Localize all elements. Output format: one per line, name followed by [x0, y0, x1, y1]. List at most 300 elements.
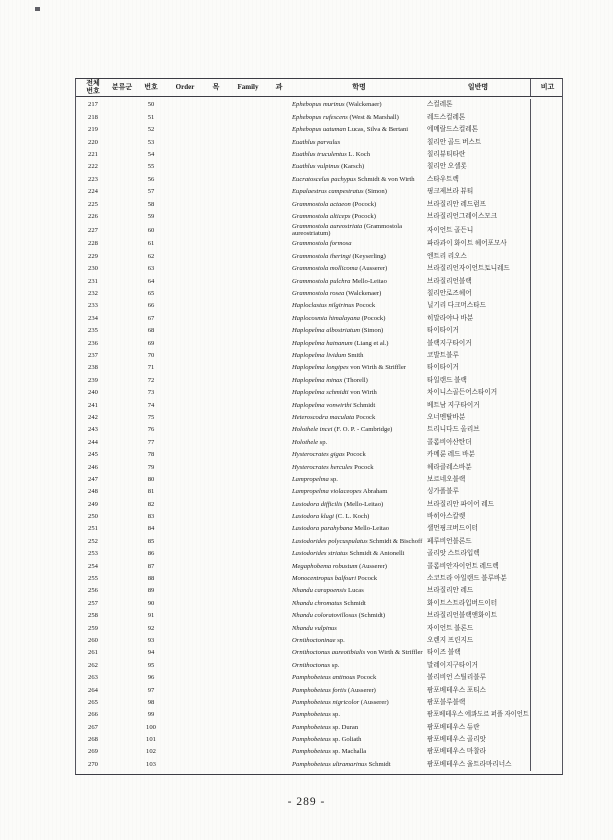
cell-total-number: 262: [88, 661, 98, 669]
scan-artifact-speck: [35, 7, 40, 11]
table-row: [76, 573, 562, 585]
cell-remark: [530, 436, 564, 448]
cell-scientific-name: Grammostola rosea (Walckenaer): [292, 290, 382, 298]
cell-common-name: 타이타이거: [427, 327, 459, 335]
cell-number: 56: [147, 175, 155, 183]
cell-common-name: 블랙지구타이거: [427, 339, 472, 347]
header-family-en: Family: [237, 82, 259, 91]
header-remark: 비고: [530, 79, 564, 96]
cell-scientific-name: Pamphobeteus antinous Pocock: [292, 674, 377, 682]
table-header-row: [76, 79, 562, 97]
cell-total-number: 224: [88, 188, 98, 196]
cell-scientific-name: Haplopelma lividum Smith: [292, 351, 364, 359]
cell-total-number: 222: [88, 163, 98, 171]
cell-total-number: 260: [88, 636, 98, 644]
cell-number: 63: [147, 265, 155, 273]
cell-number: 94: [147, 649, 155, 657]
cell-number: 82: [147, 500, 155, 508]
cell-remark: [530, 697, 564, 709]
cell-scientific-name: Lasiodora klugi (C. L. Koch): [292, 513, 370, 521]
table-row: [76, 275, 562, 287]
table-row: [76, 223, 562, 238]
cell-number: 59: [147, 212, 155, 220]
cell-number: 64: [147, 277, 155, 285]
cell-scientific-name: Haplopelma vonwirthi Schmidt: [292, 401, 376, 409]
cell-common-name: 말레이지구타이거: [427, 661, 478, 669]
cell-total-number: 238: [88, 364, 98, 372]
cell-scientific-name: Grammostola formosa: [292, 240, 352, 248]
cell-scientific-name: Haploclastus nilgirinus Pocock: [292, 302, 376, 310]
cell-scientific-name: Monocentropus balfouri Pocock: [292, 575, 378, 583]
cell-number: 89: [147, 587, 155, 595]
cell-remark: [530, 449, 564, 461]
cell-total-number: 228: [88, 240, 98, 248]
cell-total-number: 248: [88, 488, 98, 496]
cell-scientific-name: Haplopelma hainanum (Liang et al.): [292, 339, 389, 347]
cell-number: 73: [147, 389, 155, 397]
cell-scientific-name: Grammostola aureostriata (Grammostola aureostriatum): [292, 222, 403, 238]
cell-common-name: 오너멘탈바분: [427, 413, 466, 421]
cell-common-name: 히말라야나 바분: [427, 314, 474, 322]
cell-common-name: 엔트리 리오스: [427, 252, 467, 260]
cell-common-name: 베트남 지구타이거: [427, 401, 480, 409]
cell-number: 90: [147, 599, 155, 607]
cell-common-name: 브라질리언블랙앤화이트: [427, 612, 498, 620]
table-row: [76, 449, 562, 461]
cell-number: 78: [147, 451, 155, 459]
cell-scientific-name: Eupalaestrus campestratus (Simon): [292, 188, 387, 196]
cell-common-name: 페루비언블론드: [427, 537, 472, 545]
table-row: [76, 721, 562, 733]
cell-remark: [530, 659, 564, 671]
cell-remark: [530, 238, 564, 250]
cell-remark: [530, 635, 564, 647]
table-row: [76, 697, 562, 709]
cell-number: 71: [147, 364, 155, 372]
cell-scientific-name: Pamphobeteus sp. Machalla: [292, 748, 367, 756]
table-row: [76, 211, 562, 223]
cell-remark: [530, 610, 564, 622]
table-row: [76, 387, 562, 399]
cell-number: 103: [146, 760, 156, 768]
table-row: [76, 424, 562, 436]
table-row: [76, 325, 562, 337]
cell-number: 97: [147, 686, 155, 694]
cell-total-number: 232: [88, 290, 98, 298]
cell-common-name: 파라과이 화이트 헤어포모사: [427, 240, 507, 248]
cell-scientific-name: Holothele incei (F. O. P. - Cambridge): [292, 426, 393, 434]
cell-remark: [530, 461, 564, 473]
cell-remark: [530, 223, 564, 238]
cell-total-number: 242: [88, 413, 98, 421]
cell-number: 98: [147, 698, 155, 706]
table-row: [76, 399, 562, 411]
cell-remark: [530, 573, 564, 585]
cell-number: 69: [147, 339, 155, 347]
cell-remark: [530, 758, 564, 770]
cell-common-name: 브라질리언블랙: [427, 277, 472, 285]
table-row: [76, 746, 562, 758]
cell-number: 91: [147, 612, 155, 620]
table-row: [76, 635, 562, 647]
cell-number: 83: [147, 513, 155, 521]
cell-remark: [530, 300, 564, 312]
cell-common-name: 트리니다드 올리브: [427, 426, 480, 434]
cell-common-name: 보르네오블랙: [427, 475, 466, 483]
cell-scientific-name: Haplopelma longipes von Wirth & Striffler: [292, 364, 406, 372]
cell-common-name: 닐기리 다크머스타드: [427, 302, 486, 310]
cell-number: 66: [147, 302, 155, 310]
cell-common-name: 칠리안 골드 버스트: [427, 138, 482, 146]
table-row: [76, 337, 562, 349]
table-row: [76, 511, 562, 523]
header-order-ko: 목: [212, 82, 220, 91]
cell-remark: [530, 672, 564, 684]
cell-remark: [530, 734, 564, 746]
table-row: [76, 350, 562, 362]
cell-common-name: 소코트라 아일랜드 블루바분: [427, 575, 507, 583]
cell-common-name: 칠리안로즈헤어: [427, 290, 472, 298]
cell-total-number: 244: [88, 438, 98, 446]
table-row: [76, 412, 562, 424]
cell-number: 101: [146, 736, 156, 744]
cell-scientific-name: Pamphobeteus sp. Goliath: [292, 736, 362, 744]
cell-total-number: 241: [88, 401, 98, 409]
cell-common-name: 골리앗 스트라입렉: [427, 550, 480, 558]
cell-remark: [530, 746, 564, 758]
cell-remark: [530, 288, 564, 300]
cell-total-number: 227: [88, 226, 98, 234]
cell-scientific-name: Lampropelma violaceopes Abraham: [292, 488, 388, 496]
cell-common-name: 콜롬비안자이언트 레드렉: [427, 562, 499, 570]
table-row: [76, 436, 562, 448]
cell-number: 86: [147, 550, 155, 558]
table-row: [76, 186, 562, 198]
cell-number: 65: [147, 290, 155, 298]
cell-total-number: 256: [88, 587, 98, 595]
table-row: [76, 758, 562, 770]
cell-number: 84: [147, 525, 155, 533]
header-scientific-name: 학명: [352, 82, 366, 91]
table-row: [76, 238, 562, 250]
cell-common-name: 카메룬 레드 바분: [427, 451, 475, 459]
cell-scientific-name: Nhandu vulpinus: [292, 624, 337, 632]
cell-common-name: 자이언트 블론드: [427, 624, 474, 632]
cell-common-name: 싱가폴블루: [427, 488, 459, 496]
cell-number: 93: [147, 636, 155, 644]
header-order-en: Order: [175, 82, 195, 91]
cell-scientific-name: Grammostola actaeon (Pocock): [292, 200, 377, 208]
cell-remark: [530, 149, 564, 161]
cell-number: 57: [147, 188, 155, 196]
table-row: [76, 684, 562, 696]
cell-number: 75: [147, 413, 155, 421]
table-row: [76, 374, 562, 386]
cell-scientific-name: Haplopelma albostriatum (Simon): [292, 327, 384, 335]
table-body: [76, 97, 562, 774]
cell-scientific-name: Pamphobeteus nigricolor (Ausserer): [292, 698, 389, 706]
cell-common-name: 브라질리안 파이어 레드: [427, 500, 494, 508]
cell-common-name: 볼리비언 스틸리블루: [427, 674, 486, 682]
cell-scientific-name: Ornithoctonus sp.: [292, 661, 340, 669]
cell-remark: [530, 374, 564, 386]
table-row: [76, 659, 562, 671]
cell-scientific-name: Hysterocrates hercules Pocock: [292, 463, 374, 471]
cell-scientific-name: Ornithoctonus aureotibialis von Wirth & Striffler: [292, 649, 423, 657]
cell-scientific-name: Lampropelma sp.: [292, 475, 338, 483]
header-family-ko: 과: [275, 82, 283, 91]
table-row: [76, 610, 562, 622]
cell-total-number: 218: [88, 113, 98, 121]
cell-number: 50: [147, 101, 155, 109]
cell-common-name: 팜포베테우스 듀란: [427, 723, 480, 731]
table-row: [76, 99, 562, 111]
cell-scientific-name: Grammostola iheringi (Keyserling): [292, 252, 386, 260]
cell-remark: [530, 523, 564, 535]
cell-common-name: 칠리안 오셀롯: [427, 163, 467, 171]
cell-remark: [530, 350, 564, 362]
cell-common-name: 팜포블루블랙: [427, 698, 466, 706]
cell-remark: [530, 161, 564, 173]
table-row: [76, 136, 562, 148]
cell-common-name: 오렌지 프린지드: [427, 636, 474, 644]
cell-scientific-name: Pamphobeteus sp. Duran: [292, 723, 359, 731]
cell-scientific-name: Haplopelma minax (Thorell): [292, 376, 368, 384]
cell-scientific-name: Ephebopus murinus (Walckenaer): [292, 101, 382, 109]
cell-total-number: 243: [88, 426, 98, 434]
cell-common-name: 핑크제브라 뷰티: [427, 188, 474, 196]
cell-total-number: 259: [88, 624, 98, 632]
cell-number: 77: [147, 438, 155, 446]
cell-number: 95: [147, 661, 155, 669]
cell-number: 74: [147, 401, 155, 409]
cell-common-name: 팜포베테우스 포티스: [427, 686, 486, 694]
cell-number: 85: [147, 537, 155, 545]
cell-remark: [530, 473, 564, 485]
cell-total-number: 252: [88, 537, 98, 545]
cell-total-number: 265: [88, 698, 98, 706]
cell-remark: [530, 362, 564, 374]
cell-remark: [530, 124, 564, 136]
cell-common-name: 브라질리언자이언트토니레드: [427, 265, 510, 273]
cell-total-number: 219: [88, 126, 98, 134]
cell-common-name: 레드스컬레톤: [427, 113, 466, 121]
table-row: [76, 597, 562, 609]
cell-number: 72: [147, 376, 155, 384]
table-row: [76, 734, 562, 746]
cell-scientific-name: Nhandu coloratovillosus (Schmidt): [292, 612, 386, 620]
cell-total-number: 240: [88, 389, 98, 397]
cell-scientific-name: Haplocosmia himalayana (Pocock): [292, 314, 386, 322]
cell-total-number: 261: [88, 649, 98, 657]
cell-scientific-name: Lasiodorides polycuspulatus Schmidt & Bischoff: [292, 537, 423, 545]
cell-remark: [530, 424, 564, 436]
cell-scientific-name: Ephebopus uatuman Lucas, Silva & Bertani: [292, 126, 409, 134]
cell-scientific-name: Lasiodora difficilis (Mello-Leitao): [292, 500, 384, 508]
cell-remark: [530, 136, 564, 148]
header-taxon-group: 분류군: [111, 82, 133, 91]
cell-common-name: 스타우트렉: [427, 175, 459, 183]
cell-number: 87: [147, 562, 155, 570]
cell-total-number: 220: [88, 138, 98, 146]
cell-common-name: 자이언트 골든니: [427, 226, 474, 234]
table-row: [76, 672, 562, 684]
cell-remark: [530, 535, 564, 547]
cell-total-number: 266: [88, 711, 98, 719]
cell-remark: [530, 99, 564, 111]
table-row: [76, 161, 562, 173]
header-total-number: 전체번호: [86, 79, 100, 95]
cell-number: 62: [147, 252, 155, 260]
cell-number: 55: [147, 163, 155, 171]
table-row: [76, 124, 562, 136]
cell-number: 52: [147, 126, 155, 134]
cell-common-name: 타일랜드 블랙: [427, 376, 467, 384]
table-row: [76, 312, 562, 324]
table-row: [76, 709, 562, 721]
cell-scientific-name: Nhandu carapoensis Lucas: [292, 587, 364, 595]
header-number: 번호: [144, 82, 158, 91]
cell-common-name: 타이타이거: [427, 364, 459, 372]
cell-scientific-name: Ornithoctoninae sp.: [292, 636, 345, 644]
cell-scientific-name: Ephebopus rufescens (West & Marshall): [292, 113, 399, 121]
cell-number: 61: [147, 240, 155, 248]
cell-scientific-name: Euathlus parvulus: [292, 138, 341, 146]
cell-remark: [530, 198, 564, 210]
cell-common-name: 팜포베테우스 울트라마리너스: [427, 760, 512, 768]
cell-common-name: 화이트스트라입버드이터: [427, 599, 498, 607]
cell-total-number: 245: [88, 451, 98, 459]
cell-number: 58: [147, 200, 155, 208]
cell-scientific-name: Euathlus truculentus L. Koch: [292, 150, 371, 158]
cell-total-number: 264: [88, 686, 98, 694]
cell-common-name: 칠리뷰티타란: [427, 150, 466, 158]
cell-number: 80: [147, 475, 155, 483]
cell-total-number: 249: [88, 500, 98, 508]
table-row: [76, 300, 562, 312]
cell-common-name: 샐먼핑크버드이터: [427, 525, 478, 533]
cell-total-number: 253: [88, 550, 98, 558]
cell-total-number: 255: [88, 575, 98, 583]
cell-number: 92: [147, 624, 155, 632]
table-row: [76, 288, 562, 300]
cell-total-number: 231: [88, 277, 98, 285]
cell-remark: [530, 548, 564, 560]
table-row: [76, 111, 562, 123]
cell-remark: [530, 498, 564, 510]
table-row: [76, 473, 562, 485]
table-row: [76, 250, 562, 262]
cell-remark: [530, 173, 564, 185]
cell-total-number: 263: [88, 674, 98, 682]
cell-total-number: 225: [88, 200, 98, 208]
cell-remark: [530, 263, 564, 275]
cell-remark: [530, 111, 564, 123]
cell-scientific-name: Holothele sp.: [292, 438, 328, 446]
cell-remark: [530, 186, 564, 198]
cell-total-number: 270: [88, 760, 98, 768]
cell-remark: [530, 337, 564, 349]
table-row: [76, 535, 562, 547]
table-row: [76, 585, 562, 597]
table-row: [76, 647, 562, 659]
table-row: [76, 523, 562, 535]
cell-scientific-name: Euathlus vulpinus (Karsch): [292, 163, 365, 171]
table-row: [76, 362, 562, 374]
cell-remark: [530, 585, 564, 597]
cell-number: 76: [147, 426, 155, 434]
cell-total-number: 251: [88, 525, 98, 533]
cell-total-number: 250: [88, 513, 98, 521]
cell-remark: [530, 721, 564, 733]
page-number: - 289 -: [287, 796, 326, 808]
cell-remark: [530, 211, 564, 223]
cell-common-name: 차이니스골든어스타이거: [427, 389, 498, 397]
cell-scientific-name: Grammostola alticeps (Pocock): [292, 212, 376, 220]
cell-number: 102: [146, 748, 156, 756]
cell-total-number: 254: [88, 562, 98, 570]
cell-number: 53: [147, 138, 155, 146]
cell-common-name: 타이즈 블랙: [427, 649, 461, 657]
table-row: [76, 548, 562, 560]
cell-number: 67: [147, 314, 155, 322]
cell-remark: [530, 275, 564, 287]
cell-total-number: 217: [88, 101, 98, 109]
cell-number: 70: [147, 351, 155, 359]
cell-common-name: 헤라클레스바분: [427, 463, 472, 471]
cell-remark: [530, 486, 564, 498]
cell-remark: [530, 647, 564, 659]
cell-total-number: 234: [88, 314, 98, 322]
cell-remark: [530, 250, 564, 262]
cell-total-number: 247: [88, 475, 98, 483]
cell-remark: [530, 684, 564, 696]
cell-scientific-name: Pamphobeteus fortis (Ausserer): [292, 686, 376, 694]
cell-common-name: 바히아스칼렛: [427, 513, 466, 521]
cell-remark: [530, 709, 564, 721]
cell-common-name: 브라질리언그레이스모크: [427, 212, 498, 220]
cell-scientific-name: Heteroscodra maculata Pocock: [292, 413, 376, 421]
cell-scientific-name: Pamphobeteus sp.: [292, 711, 340, 719]
cell-scientific-name: Megaphobema robustum (Ausserer): [292, 562, 387, 570]
cell-total-number: 229: [88, 252, 98, 260]
cell-common-name: 팜포베테우스 에콰도르 퍼플 자이언트: [427, 711, 529, 719]
cell-total-number: 267: [88, 723, 98, 731]
cell-remark: [530, 511, 564, 523]
cell-common-name: 브라질리안 레드: [427, 587, 474, 595]
cell-total-number: 235: [88, 327, 98, 335]
cell-scientific-name: Nhandu chromatus Schmidt: [292, 599, 366, 607]
table-row: [76, 149, 562, 161]
cell-number: 79: [147, 463, 155, 471]
cell-number: 60: [147, 226, 155, 234]
table-row: [76, 622, 562, 634]
cell-total-number: 236: [88, 339, 98, 347]
cell-scientific-name: Pamphobeteus ultramarinus Schmidt: [292, 760, 391, 768]
cell-scientific-name: Haplopelma schmidti von Wirth: [292, 389, 377, 397]
cell-total-number: 223: [88, 175, 98, 183]
cell-remark: [530, 325, 564, 337]
cell-remark: [530, 622, 564, 634]
cell-common-name: 코발트블루: [427, 351, 459, 359]
cell-common-name: 팜포베테우스 골리앗: [427, 736, 486, 744]
cell-total-number: 246: [88, 463, 98, 471]
table-row: [76, 560, 562, 572]
cell-number: 68: [147, 327, 155, 335]
cell-number: 100: [146, 723, 156, 731]
cell-number: 99: [147, 711, 155, 719]
cell-scientific-name: Hysterocrates gigas Pocock: [292, 451, 366, 459]
